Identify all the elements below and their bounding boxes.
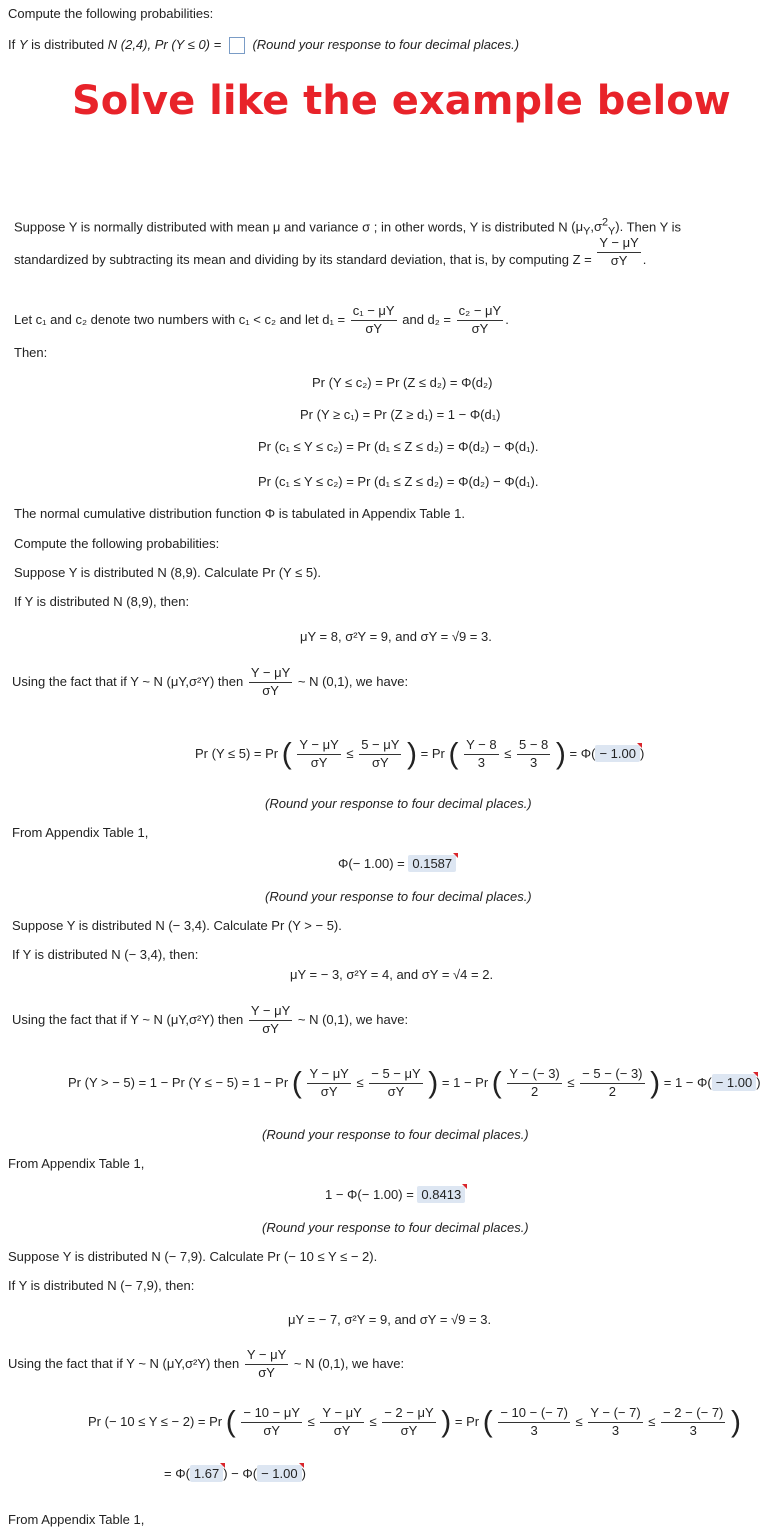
- ex1-fb-num: 5 − μY: [359, 738, 401, 755]
- ex2-pr-line: [68, 1067, 761, 1100]
- leq: ≤: [346, 745, 354, 761]
- ex2-frac-d: [580, 1067, 644, 1100]
- ex2-frac-a: [307, 1067, 350, 1100]
- ex2-round2: (Round your response to four decimal places.): [262, 1220, 529, 1235]
- ex1-pr-line: [195, 738, 644, 771]
- ex2-we-have: ~ N (0,1), we have:: [297, 1011, 409, 1027]
- ex1-phi-line: [338, 856, 456, 871]
- ex3-frac-b: [320, 1406, 363, 1439]
- ex1-std-num: Y − μY: [249, 666, 292, 683]
- ex3-fe-den: 3: [611, 1422, 620, 1438]
- ex3-from: From Appendix Table 1,: [8, 1512, 145, 1527]
- ex2-frac-b: [369, 1067, 422, 1100]
- one-minus-phi: = 1 − Φ(: [663, 1074, 712, 1090]
- eq-pr: = Pr: [454, 1413, 480, 1429]
- ex1-from: From Appendix Table 1,: [12, 825, 149, 840]
- eq-phi: = Φ(: [569, 745, 596, 761]
- compute-line: Compute the following probabilities:: [14, 536, 220, 551]
- d1-num: c₁ − μY: [351, 304, 397, 321]
- ex3-we-have: ~ N (0,1), we have:: [293, 1355, 405, 1371]
- q-prefix: If: [8, 37, 16, 52]
- question-line: [8, 37, 519, 54]
- ex2-fd-num: − 5 − (− 3): [580, 1067, 644, 1084]
- ex3-fd-num: − 10 − (− 7): [498, 1406, 570, 1423]
- intro-p2: standardized by subtracting its mean and dividing by its standard deviation, that is, by computing Z = $\frac{Y - \mu Y}{\sigma Y}$ .: [14, 235, 647, 269]
- paren-close: ): [428, 1066, 439, 1100]
- paren-open: (: [448, 737, 459, 771]
- ex3-if: If Y is distributed N (− 7,9), then:: [8, 1278, 195, 1293]
- ex2-using-line: [12, 1004, 408, 1037]
- ex1-round2: (Round your response to four decimal places.): [265, 889, 532, 904]
- q-dist: N (2,4), Pr (Y ≤ 0) =: [107, 37, 222, 52]
- d2-den: σY: [471, 320, 489, 336]
- ex1-answer[interactable]: 0.1587: [408, 855, 456, 872]
- ex2-fb-den: σY: [387, 1083, 405, 1099]
- ex1-phi-eq: Φ(− 1.00) =: [338, 856, 405, 871]
- ex1-if: If Y is distributed N (8,9), then:: [14, 594, 190, 609]
- ex3-pr-line: [88, 1406, 741, 1439]
- ex3-ff-num: − 2 − (− 7): [661, 1406, 725, 1423]
- ex3-pr: Pr (− 10 ≤ Y ≤ − 2) = Pr: [88, 1413, 223, 1429]
- let-text: Let c₁ and c₂ denote two numbers with c₁ < c₂ and let d₁ =: [14, 311, 346, 327]
- ex2-answer[interactable]: 0.8413: [417, 1186, 465, 1203]
- ex1-using: Using the fact that if Y ~ N (μY,σ²Y) then: [12, 673, 244, 689]
- ex2-fd-den: 2: [608, 1083, 616, 1099]
- ex1-pr: Pr (Y ≤ 5) = Pr: [195, 745, 279, 761]
- paren-close: ): [731, 1405, 742, 1439]
- z-num: Y − μY: [597, 236, 640, 253]
- ex2-question: Suppose Y is distributed N (− 3,4). Calculate Pr (Y > − 5).: [12, 918, 342, 933]
- paren-open: (: [491, 1066, 502, 1100]
- ex3-frac-e: [588, 1406, 642, 1439]
- intro-p1: [14, 217, 681, 238]
- ex2-params: μY = − 3, σ²Y = 4, and σY = √4 = 2.: [290, 967, 494, 982]
- ex3-frac-c: [382, 1406, 435, 1439]
- ex3-fa-den: σY: [263, 1422, 281, 1438]
- eq4: Pr (c₁ ≤ Y ≤ c₂) = Pr (d₁ ≤ Z ≤ d₂) = Φ(d₂) − Φ(d₁).: [258, 474, 539, 489]
- ex3-phi-line: [164, 1466, 306, 1481]
- ex3-fb-den: σY: [333, 1422, 351, 1438]
- eq1: Pr (Y ≤ c₂) = Pr (Z ≤ d₂) = Φ(d₂): [312, 375, 493, 390]
- ex2-using: Using the fact that if Y ~ N (μY,σ²Y) then: [12, 1011, 244, 1027]
- ex3-using: Using the fact that if Y ~ N (μY,σ²Y) then: [8, 1355, 240, 1371]
- intro-p1a: Suppose Y is normally distributed with mean μ: [14, 219, 281, 235]
- ex1-frac-b: [359, 738, 401, 771]
- and-d2: and d₂ =: [402, 311, 452, 327]
- ex3-fe-num: Y − (− 7): [588, 1406, 642, 1423]
- eq3: Pr (c₁ ≤ Y ≤ c₂) = Pr (d₁ ≤ Z ≤ d₂) = Φ(d₂) − Φ(d₁).: [258, 439, 539, 454]
- ex3-fc-den: σY: [400, 1422, 418, 1438]
- ex3-std-frac: [245, 1348, 288, 1381]
- ex3-phi-arg1[interactable]: 1.67: [190, 1465, 223, 1482]
- ex2-frac-c: [507, 1067, 561, 1100]
- ex2-pr: Pr (Y > − 5) = 1 − Pr (Y ≤ − 5) = 1 − Pr: [68, 1074, 289, 1090]
- ex3-phi-arg2[interactable]: − 1.00: [257, 1465, 302, 1482]
- ex2-round: (Round your response to four decimal places.): [262, 1127, 529, 1142]
- banner-title: Solve like the example below: [72, 78, 731, 124]
- ex1-round: (Round your response to four decimal places.): [265, 796, 532, 811]
- leq: ≤: [504, 745, 512, 761]
- ex2-if: If Y is distributed N (− 3,4), then:: [12, 947, 199, 962]
- d2-fraction: [457, 304, 504, 337]
- q-mid: is distributed: [31, 37, 105, 52]
- leq: ≤: [575, 1413, 583, 1429]
- ex2-std-frac: [249, 1004, 292, 1037]
- ex2-fa-den: σY: [320, 1083, 338, 1099]
- ex2-std-num: Y − μY: [249, 1004, 292, 1021]
- ex1-fa-num: Y − μY: [297, 738, 340, 755]
- eq-phi: = Φ(: [164, 1466, 190, 1481]
- ex3-frac-a: [241, 1406, 302, 1439]
- leq: ≤: [567, 1074, 575, 1090]
- ex1-std-den: σY: [262, 682, 279, 698]
- ex3-params: μY = − 7, σ²Y = 9, and σY = √9 = 3.: [288, 1312, 492, 1327]
- ex2-phi-arg[interactable]: − 1.00: [712, 1074, 757, 1091]
- z-den: σY: [610, 253, 628, 269]
- ex3-std-den: σY: [258, 1364, 275, 1380]
- ex2-fc-den: 2: [530, 1083, 539, 1099]
- ex2-from: From Appendix Table 1,: [8, 1156, 145, 1171]
- ex1-frac-d: [517, 738, 550, 771]
- z-fraction: [597, 236, 640, 269]
- ex1-std-frac: [249, 666, 292, 699]
- ex1-using-line: [12, 666, 408, 699]
- d2-num: c₂ − μY: [457, 304, 504, 321]
- ex1-we-have: ~ N (0,1), we have:: [297, 673, 409, 689]
- ex2-phi-eq: 1 − Φ(− 1.00) =: [325, 1187, 414, 1202]
- ex3-using-line: [8, 1348, 404, 1381]
- leq: ≤: [307, 1413, 315, 1429]
- ex3-fd-den: 3: [530, 1422, 538, 1438]
- ex2-fb-num: − 5 − μY: [369, 1067, 422, 1084]
- one-minus-pr: = 1 − Pr: [441, 1074, 489, 1090]
- ex1-question: Suppose Y is distributed N (8,9). Calculate Pr (Y ≤ 5).: [14, 565, 322, 580]
- paren-open: (: [482, 1405, 493, 1439]
- close-paren: ): [639, 745, 645, 761]
- ex2-fa-num: Y − μY: [307, 1067, 350, 1084]
- ex3-frac-d: [498, 1406, 570, 1439]
- paren-close: ): [555, 737, 566, 771]
- ex3-question: Suppose Y is distributed N (− 7,9). Calculate Pr (− 10 ≤ Y ≤ − 2).: [8, 1249, 378, 1264]
- paren-open: (: [281, 737, 292, 771]
- ex1-phi-arg[interactable]: − 1.00: [595, 745, 640, 762]
- ex3-fa-num: − 10 − μY: [241, 1406, 302, 1423]
- leq: ≤: [356, 1074, 364, 1090]
- then-label: Then:: [14, 345, 48, 360]
- intro-p1b: and variance σ: [284, 219, 371, 235]
- paren-open: (: [291, 1066, 302, 1100]
- answer-input-box[interactable]: [229, 37, 245, 54]
- ex3-ff-den: 3: [689, 1422, 697, 1438]
- q-y: Y: [18, 37, 28, 52]
- close-paren: ): [756, 1074, 761, 1090]
- ex2-std-den: σY: [262, 1020, 279, 1036]
- ex2-fc-num: Y − (− 3): [507, 1067, 561, 1084]
- ex1-fb-den: σY: [371, 754, 389, 770]
- paren-close: ): [441, 1405, 452, 1439]
- q-round: (Round your response to four decimal places.): [252, 37, 520, 52]
- intro-p1c: ; in other words, Y is distributed N: [373, 219, 568, 235]
- eq-pr: = Pr: [420, 745, 445, 761]
- ex1-frac-c: [464, 738, 498, 771]
- ex1-params: μY = 8, σ²Y = 9, and σY = √9 = 3.: [300, 629, 492, 644]
- intro-p1d: Then Y is: [626, 219, 682, 235]
- eq2: Pr (Y ≥ c₁) = Pr (Z ≥ d₁) = 1 − Φ(d₁): [300, 407, 501, 422]
- d1-den: σY: [365, 320, 383, 336]
- intro-dist-paren: $(\mu_Y,\sigma^2_Y)$.: [571, 217, 624, 238]
- leq: ≤: [648, 1413, 656, 1429]
- ex3-fb-num: Y − μY: [320, 1406, 363, 1423]
- ex3-frac-f: [661, 1406, 725, 1439]
- header-line: Compute the following probabilities:: [8, 6, 214, 21]
- ex1-fc-num: Y − 8: [464, 738, 498, 755]
- ex1-fa-den: σY: [310, 754, 328, 770]
- leq: ≤: [369, 1413, 377, 1429]
- close-paren: ): [301, 1466, 306, 1481]
- table-note: The normal cumulative distribution function Φ is tabulated in Appendix Table 1.: [14, 506, 465, 521]
- ex2-phi-line: [325, 1187, 465, 1202]
- ex3-fc-num: − 2 − μY: [382, 1406, 435, 1423]
- intro-p2-text: standardized by subtracting its mean and dividing by its standard deviation, that is, by computing Z =: [14, 252, 592, 267]
- ex1-fc-den: 3: [477, 754, 485, 770]
- paren-close: ): [407, 737, 418, 771]
- ex3-std-num: Y − μY: [245, 1348, 288, 1365]
- ex1-fd-den: 3: [530, 754, 538, 770]
- paren-close: ): [650, 1066, 661, 1100]
- minus-phi: ) − Φ(: [223, 1466, 258, 1481]
- let-line: Let c₁ and c₂ denote two numbers with c₁ < c₂ and let d₁ = $\frac{\text{c₁ − μY}}{\sigma Y}$ and d₂ = $\frac{\text{c₂ − μY}}{\sigma Y}$ .: [14, 303, 509, 336]
- ex1-fd-num: 5 − 8: [517, 738, 550, 755]
- d1-fraction: [351, 304, 397, 337]
- ex1-frac-a: [297, 738, 340, 771]
- paren-open: (: [225, 1405, 236, 1439]
